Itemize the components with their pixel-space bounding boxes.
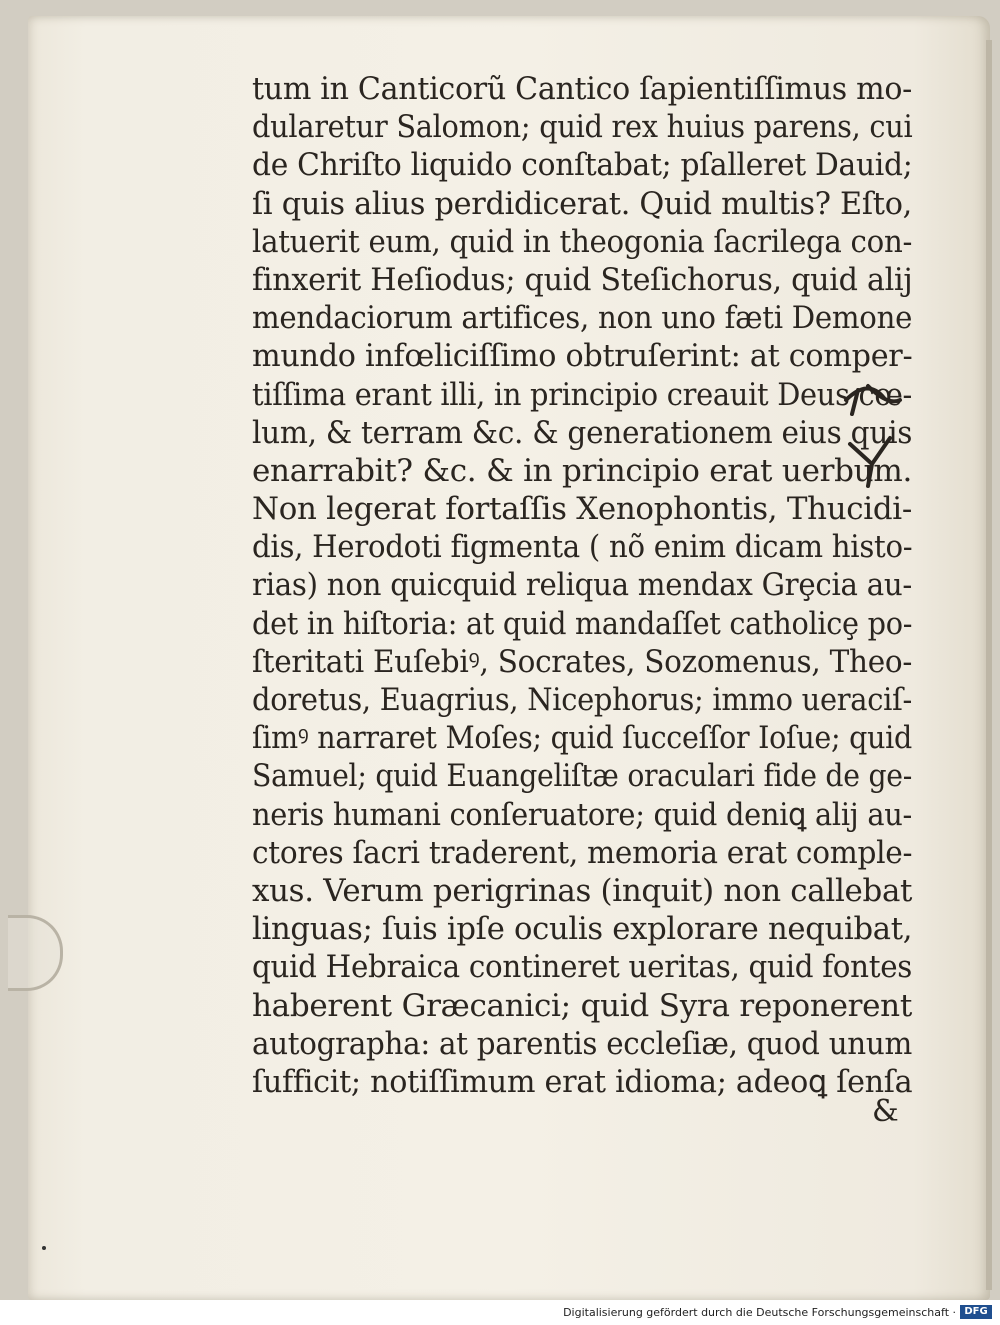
catchword: & bbox=[872, 1094, 899, 1129]
text-line: linguas; ſuis ipſe oculis explorare nequibat, bbox=[252, 911, 913, 948]
text-line: de Chriſto liquido conſtabat; pſalleret Dauid; bbox=[252, 147, 913, 184]
text-line: dis, Herodoti figmenta ( nõ enim dicam histo- bbox=[252, 529, 913, 566]
text-line: Samuel; quid Euangeliſtæ oraculari fide de ge- bbox=[252, 758, 912, 795]
text-line: lum, & terram &c. & generationem eius quis bbox=[252, 414, 913, 451]
text-line: det in hiſtoria: at quid mandaſſet catholicȩ po- bbox=[252, 605, 913, 642]
text-line: tiſſima erant illi, in principio creauit Deus cœ- bbox=[252, 376, 913, 413]
page-edge bbox=[986, 40, 992, 1290]
text-line: tum in Canticorũ Cantico ſapientiſſimus mo- bbox=[252, 71, 913, 107]
body-text bbox=[252, 70, 912, 1101]
text-line: rias) non quicquid reliqua mendax Grȩcia au- bbox=[252, 567, 912, 604]
text-line: ctores ſacri traderent, memoria erat comple- bbox=[252, 834, 913, 871]
speck bbox=[42, 1246, 46, 1250]
text-line: latuerit eum, quid in theogonia ſacrilega con- bbox=[252, 223, 913, 260]
footer-credit: Digitalisierung gefördert durch die Deutsche Forschungsgemeinschaft · bbox=[563, 1306, 956, 1319]
text-line: quid Hebraica contineret ueritas, quid fontes bbox=[252, 949, 913, 986]
marginal-ink-mark bbox=[838, 380, 908, 490]
text-line: haberent Græcanici; quid Syra reponerent bbox=[252, 987, 912, 1024]
text-line: enarrabit? &c. & in principio erat uerbum. bbox=[252, 452, 912, 489]
text-line: ſufficit; notiſſimum erat idioma; adeoꝗ ſenſa bbox=[252, 1063, 913, 1100]
text-line: neris humani conſeruatore; quid deniꝗ alij au- bbox=[252, 796, 912, 833]
text-line: dularetur Salomon; quid rex huius parens, cui bbox=[252, 109, 913, 146]
text-line: doretus, Euagrius, Nicephorus; immo ueraciſ- bbox=[252, 682, 913, 718]
text-line: Non legerat fortaſſis Xenophontis, Thucidi- bbox=[252, 491, 912, 528]
text-line: ſteritati Euſebiꝰ, Socrates, Sozomenus, Theo- bbox=[252, 643, 912, 680]
text-line: ſi quis alius perdidicerat. Quid multis? Eſto, bbox=[252, 185, 912, 222]
text-line: mundo infœliciſſimo obtruſerint: at comper- bbox=[252, 338, 913, 375]
text-line: mendaciorum artifices, non uno fæti Demone bbox=[252, 300, 913, 337]
footer-bar bbox=[0, 1300, 1000, 1325]
text-line: autographa: at parentis eccleſiæ, quod unum bbox=[252, 1025, 912, 1062]
text-line: finxerit Heſiodus; quid Steſichorus, quid alij bbox=[252, 261, 913, 298]
dfg-logo-icon: DFG bbox=[960, 1305, 992, 1319]
text-line: xus. Verum perigrinas (inquit) non callebat bbox=[252, 872, 913, 909]
text-line: ſimꝰ narraret Moſes; quid ſucceſſor Ioſue; quid bbox=[252, 720, 912, 757]
